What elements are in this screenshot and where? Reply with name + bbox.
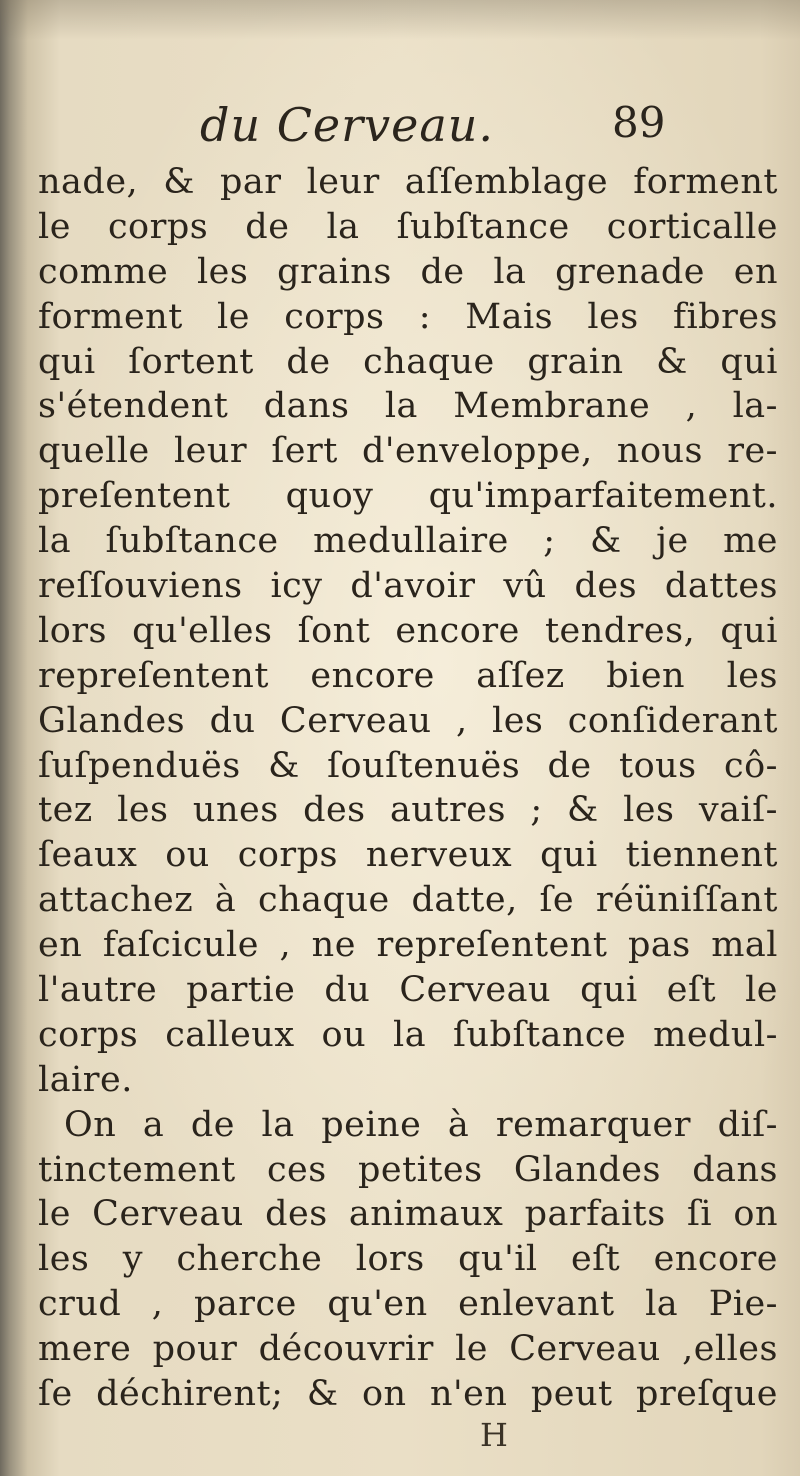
text-line: ſuſpenduës & ſouſtenuës de tous cô- <box>38 745 778 786</box>
text-line: attachez à chaque datte, ſe réüniſſant <box>38 880 778 921</box>
text-line: s'étendent dans la Membrane , la- <box>38 386 778 427</box>
text-line: reſſouviens icy d'avoir vû des dattes <box>38 566 778 607</box>
text-line: le Cerveau des animaux parfaits ſi on <box>38 1194 778 1235</box>
paragraph-start-line: On a de la peine à remarquer diſ- <box>64 1104 778 1145</box>
text-line: crud , parce qu'en enlevant la Pie- <box>38 1284 778 1325</box>
page-top-shadow <box>0 0 800 40</box>
text-line: Glandes du Cerveau , les conſiderant <box>38 700 778 741</box>
text-line: mere pour découvrir le Cerveau ,elles <box>38 1329 778 1370</box>
text-line: l'autre partie du Cerveau qui eſt le <box>38 970 778 1011</box>
running-head-title: du Cerveau. <box>200 98 494 152</box>
text-line: preſentent quoy qu'imparfaitement. <box>38 476 778 517</box>
page-number: 89 <box>612 98 666 147</box>
text-line: le corps de la ſubſtance corticalle <box>38 206 778 247</box>
text-line: quelle leur ſert d'enveloppe, nous re- <box>38 431 778 472</box>
text-line: en faſcicule , ne repreſentent pas mal <box>38 925 778 966</box>
text-line: corps calleux ou la ſubſtance medul- <box>38 1014 778 1055</box>
running-head <box>0 98 800 158</box>
catchword: H <box>480 1416 508 1454</box>
text-line: nade, & par leur aſſemblage forment <box>38 162 778 202</box>
text-line: ſe déchirent; & on n'en peut preſque <box>38 1374 778 1415</box>
text-line: lors qu'elles ſont encore tendres, qui <box>38 610 778 651</box>
text-line: tez les unes des autres ; & les vaiſ- <box>38 790 778 831</box>
text-line: tinctement ces petites Glandes dans <box>38 1149 778 1190</box>
text-line: les y cherche lors qu'il eſt encore <box>38 1239 778 1280</box>
text-line: forment le corps : Mais les fibres <box>38 296 778 337</box>
text-line: laire. <box>38 1059 133 1100</box>
text-line: qui ſortent de chaque grain & qui <box>38 341 778 382</box>
body-text <box>38 160 778 1417</box>
text-line: repreſentent encore aſſez bien les <box>38 655 778 696</box>
text-line: ſeaux ou corps nerveux qui tiennent <box>38 835 778 876</box>
text-line: comme les grains de la grenade en <box>38 251 778 292</box>
text-line: la ſubſtance medullaire ; & je me <box>38 521 778 562</box>
